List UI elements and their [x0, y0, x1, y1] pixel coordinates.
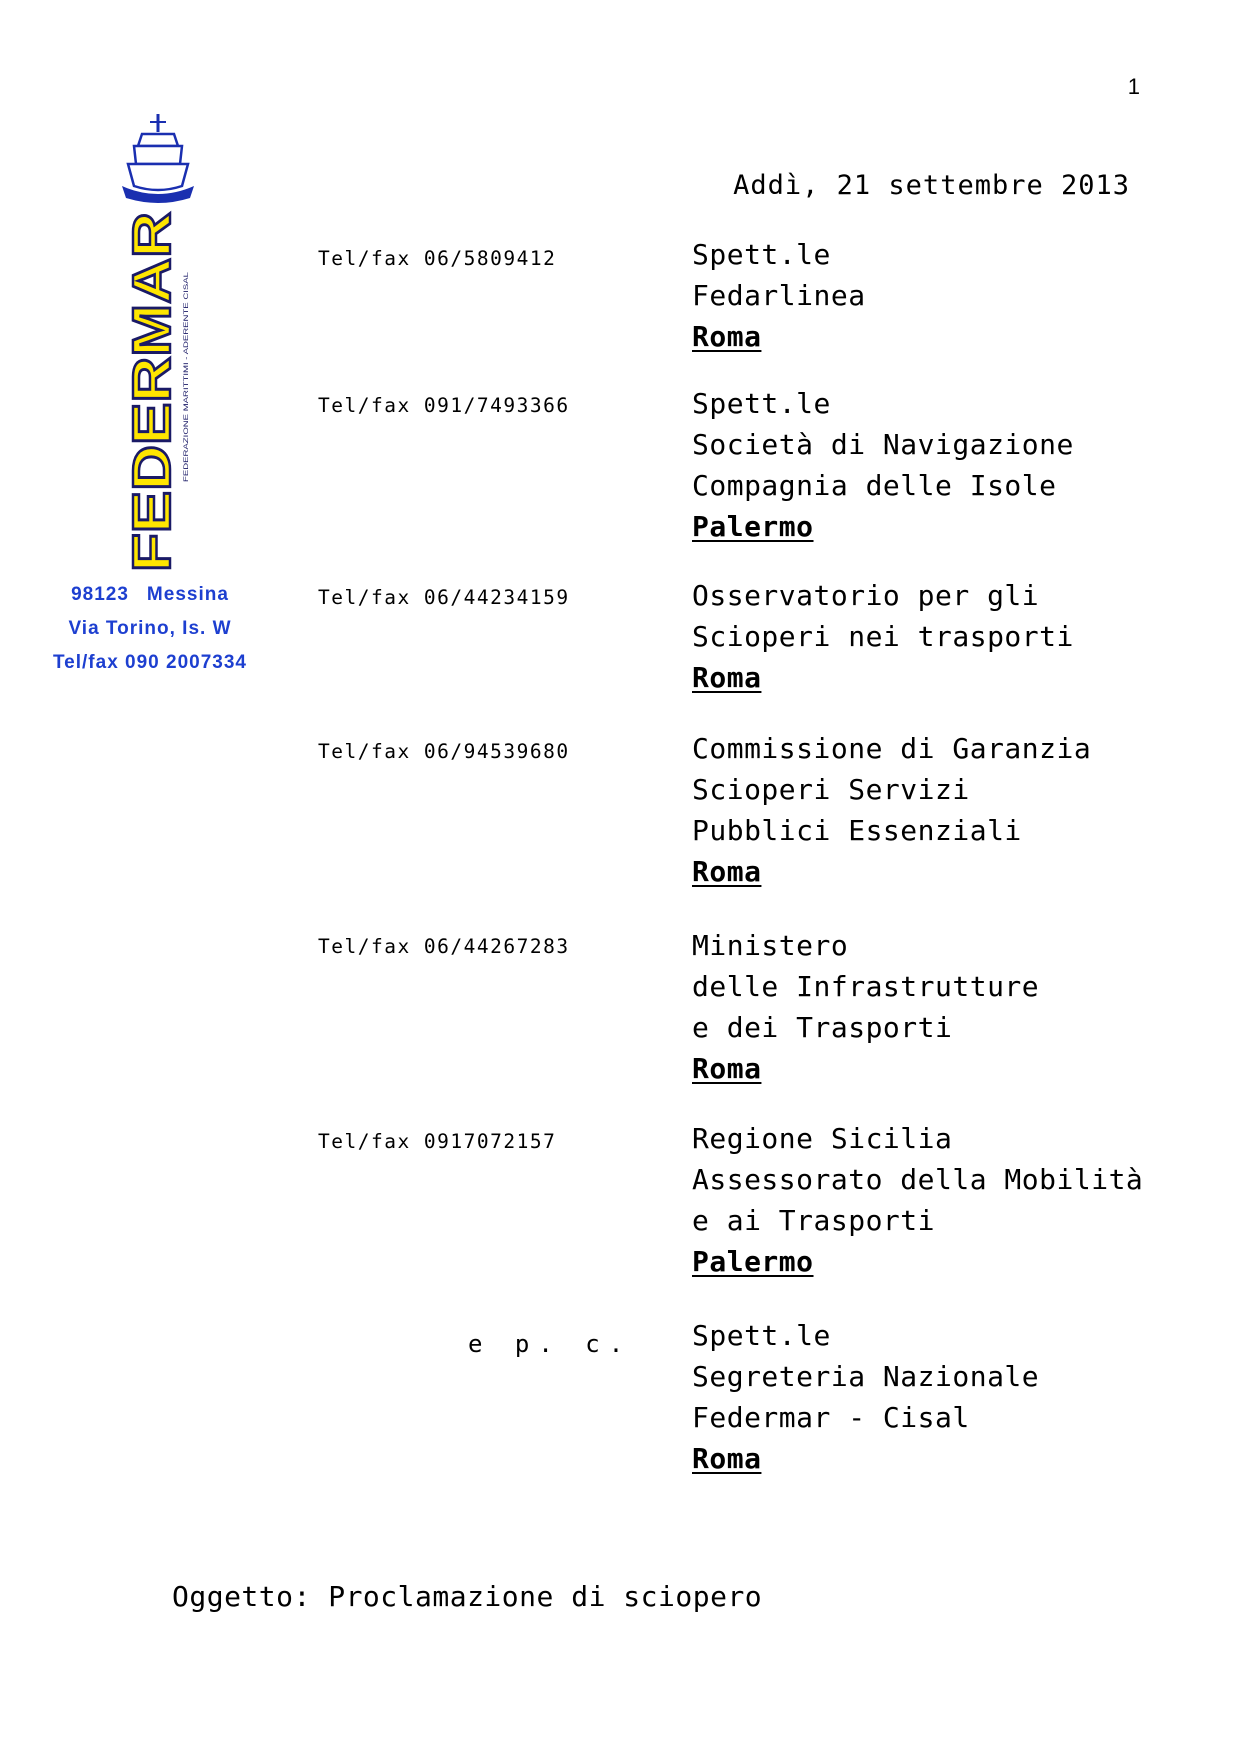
letter-date: Addì, 21 settembre 2013	[733, 170, 1130, 201]
recipient-city: Roma	[692, 320, 762, 353]
recipient-line: Fedarlinea	[692, 279, 866, 312]
recipient-city: Roma	[692, 1442, 762, 1475]
recipient-line: Assessorato della Mobilità	[692, 1163, 1144, 1196]
recipient-line: Regione Sicilia	[692, 1122, 953, 1155]
recipient-city: Roma	[692, 855, 762, 888]
recipient-address-3	[692, 575, 1232, 698]
recipient-city: Roma	[692, 1052, 762, 1085]
recipient-line: e ai Trasporti	[692, 1204, 936, 1237]
sender-postcode-city	[30, 578, 270, 612]
recipient-address-1	[692, 234, 1232, 357]
sender-city: Messina	[146, 584, 229, 605]
recipient-address-5	[692, 925, 1232, 1089]
fax-number-1: Tel/fax 06/5809412	[318, 247, 557, 270]
sender-street: Via Torino, Is. W	[68, 618, 232, 639]
recipient-line: Scioperi nei trasporti	[692, 620, 1074, 653]
recipient-address-4	[692, 728, 1232, 892]
federmar-logo	[118, 112, 198, 572]
fax-number-2: Tel/fax 091/7493366	[318, 394, 570, 417]
recipient-line: delle Infrastrutture	[692, 970, 1040, 1003]
recipient-line: Spett.le	[692, 238, 831, 271]
recipient-line: Commissione di Garanzia	[692, 732, 1092, 765]
sender-phone: Tel/fax 090 2007334	[52, 652, 247, 673]
recipient-address-6	[692, 1118, 1232, 1282]
letter-subject: Oggetto: Proclamazione di sciopero	[172, 1580, 763, 1613]
recipient-line: Ministero	[692, 929, 849, 962]
recipient-line: Società di Navigazione	[692, 428, 1074, 461]
recipient-line: Pubblici Essenziali	[692, 814, 1022, 847]
fax-number-4: Tel/fax 06/94539680	[318, 740, 570, 763]
recipient-line: Segreteria Nazionale	[692, 1360, 1040, 1393]
recipient-line: e dei Trasporti	[692, 1011, 953, 1044]
cc-label: e p. c.	[468, 1330, 633, 1358]
fax-number-3: Tel/fax 06/44234159	[318, 586, 570, 609]
recipient-city: Palermo	[692, 510, 814, 543]
fax-number-5: Tel/fax 06/44267283	[318, 935, 570, 958]
recipient-address-cc	[692, 1315, 1232, 1479]
fax-number-6: Tel/fax 0917072157	[318, 1130, 557, 1153]
page-number: 1	[1127, 74, 1140, 99]
recipient-line: Federmar - Cisal	[692, 1401, 970, 1434]
recipient-city: Palermo	[692, 1245, 814, 1278]
ship-icon	[122, 114, 194, 203]
recipient-line: Scioperi Servizi	[692, 773, 970, 806]
sender-postcode: 98123	[71, 584, 129, 605]
recipient-address-2	[692, 383, 1232, 547]
sender-address	[30, 578, 270, 680]
recipient-city: Roma	[692, 661, 762, 694]
recipient-line: Compagnia delle Isole	[692, 469, 1057, 502]
recipient-line: Osservatorio per gli	[692, 579, 1040, 612]
recipient-line: Spett.le	[692, 1319, 831, 1352]
logo-wordmark: FEDERMAR	[122, 266, 182, 572]
logo-tagline: FEDERAZIONE MARITTIMI - ADERENTE CISAL	[183, 339, 190, 482]
recipient-line: Spett.le	[692, 387, 831, 420]
